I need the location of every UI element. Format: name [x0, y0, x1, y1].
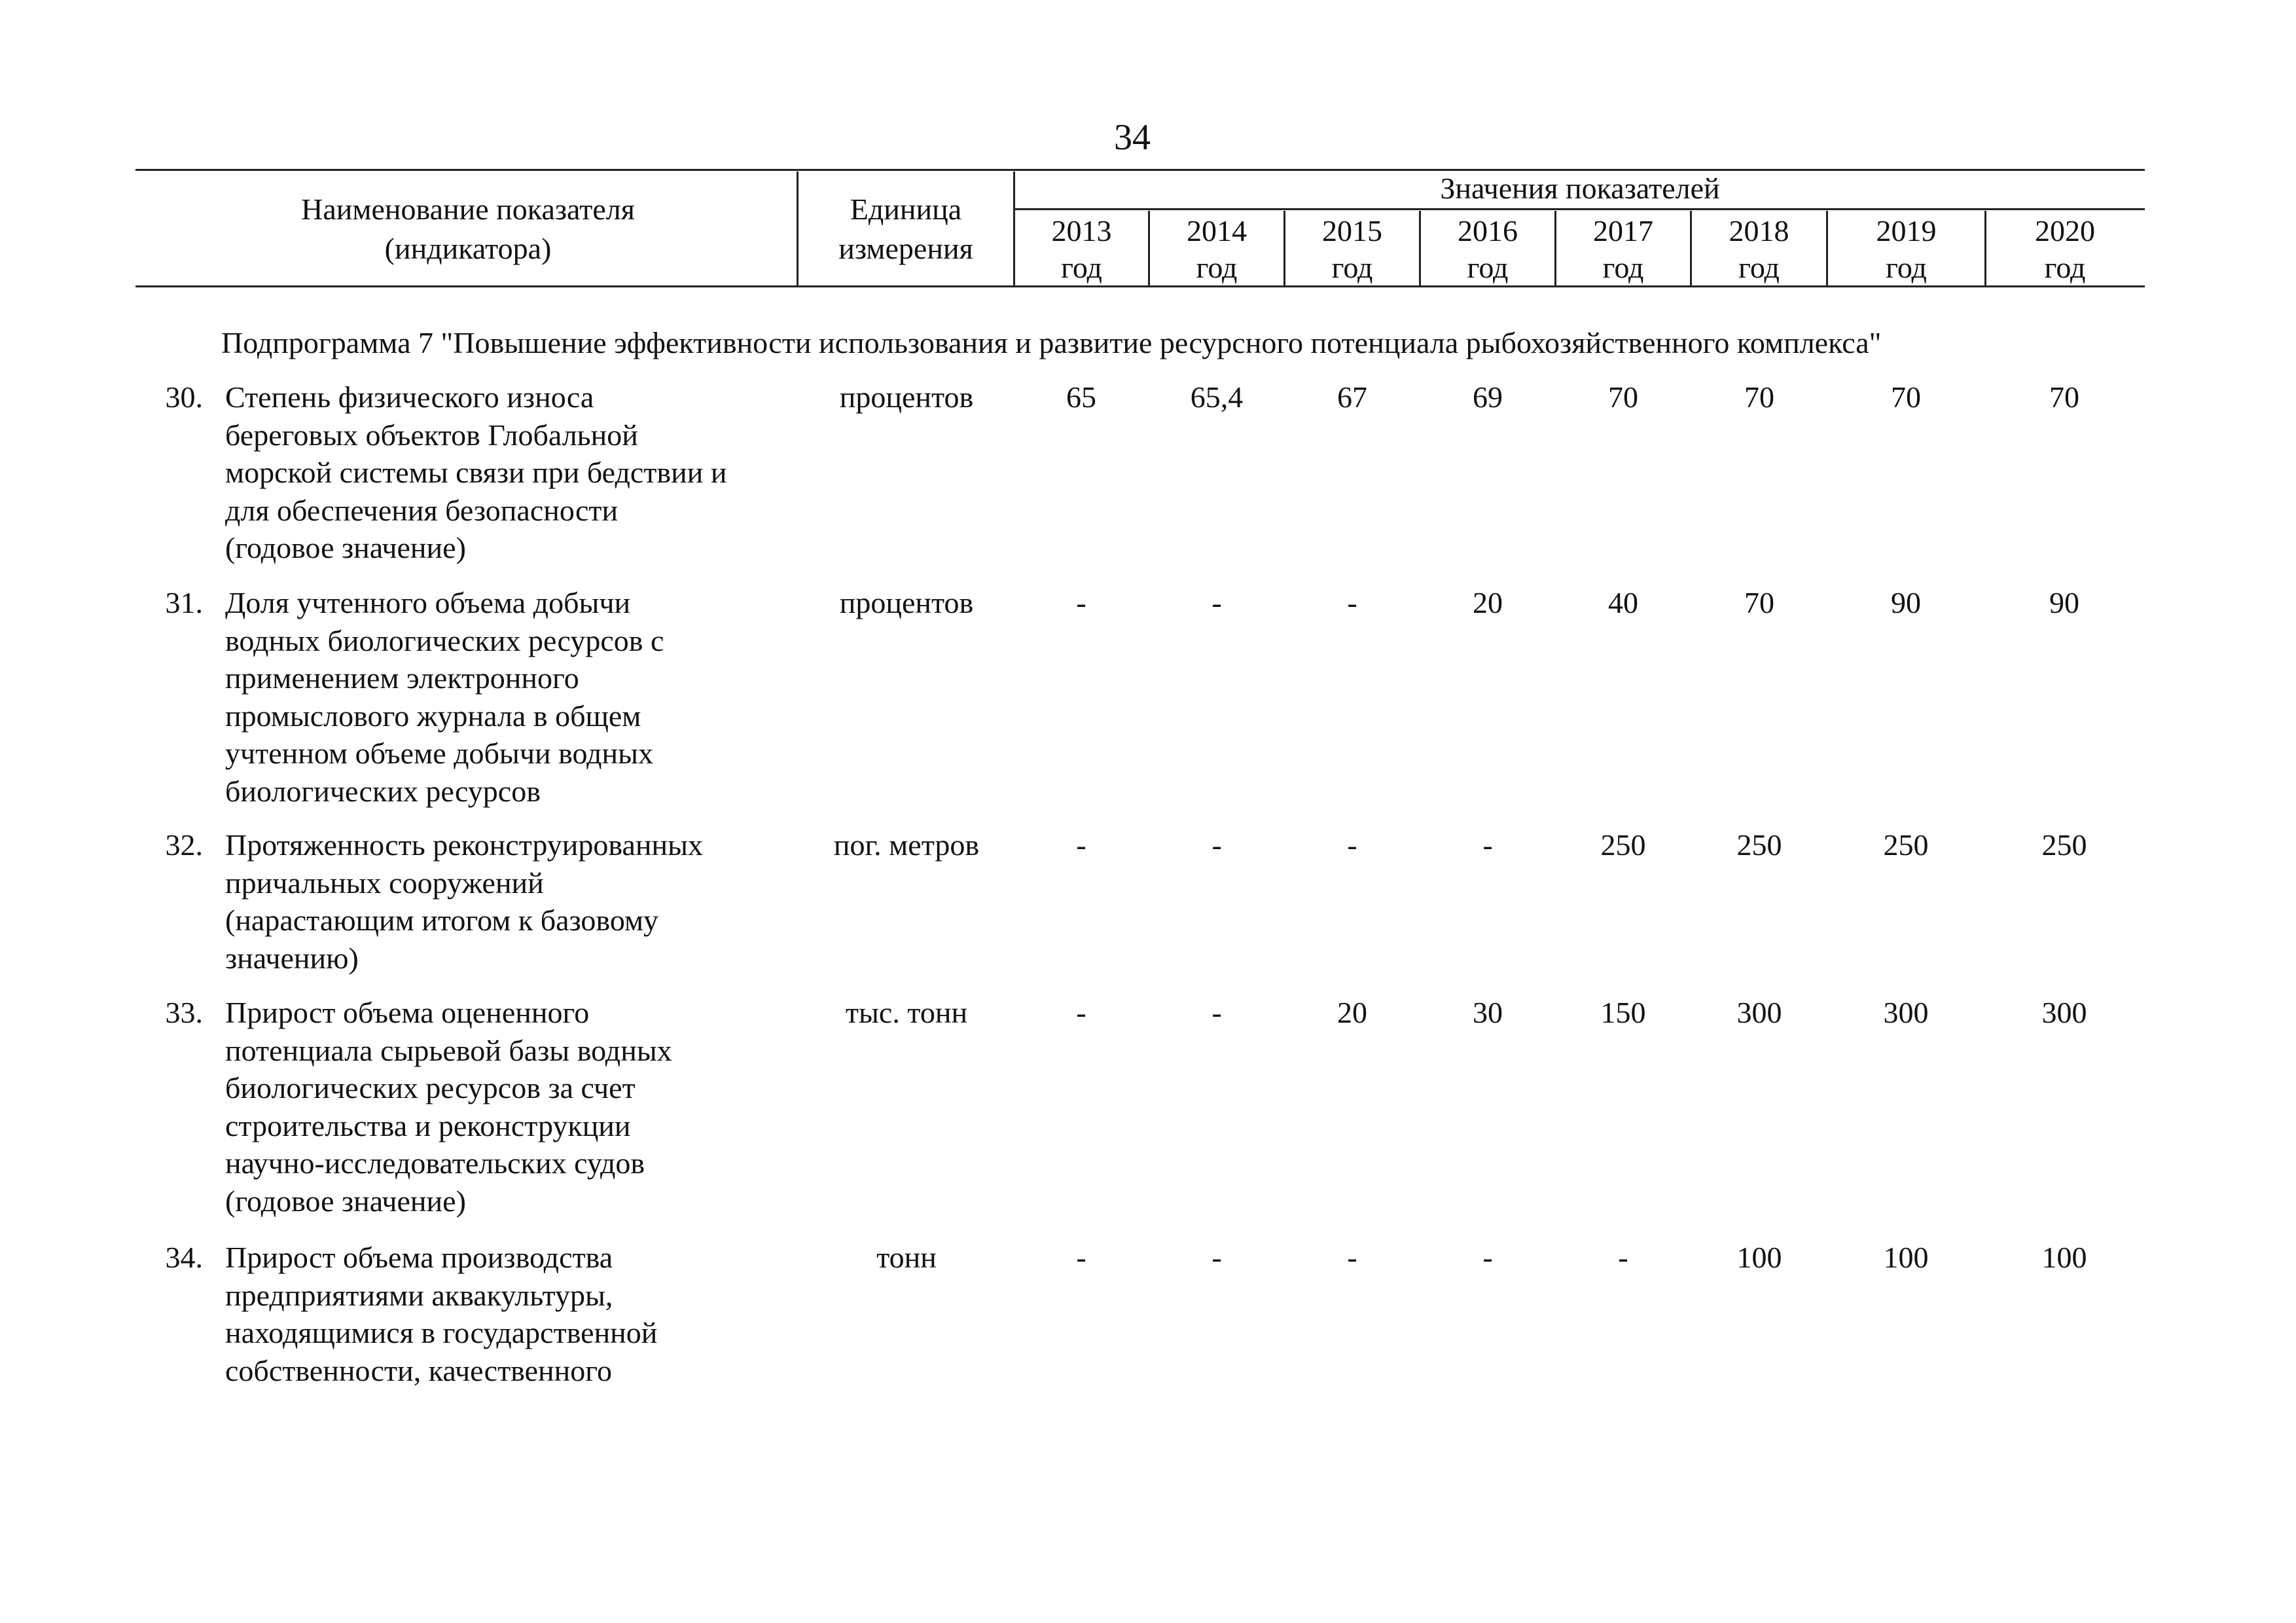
- row-value-2016: 30: [1473, 996, 1503, 1029]
- header-year-2015: 2015: [1322, 214, 1382, 247]
- header-year-2013-suffix: год: [1061, 251, 1102, 284]
- header-year-2017: 2017: [1593, 214, 1653, 247]
- row-unit: процентов: [839, 586, 974, 619]
- row-value-2014: 65,4: [1190, 380, 1244, 414]
- row-indicator-name: Протяженность реконструированных причальных сооружений (нарастающим итогом к базовому значению): [225, 828, 704, 975]
- header-year-2019: 2019: [1876, 214, 1937, 247]
- row-value-2016: 69: [1473, 380, 1503, 414]
- row-value-2020: 90: [2049, 586, 2079, 619]
- header-year-2018-suffix: год: [1738, 251, 1780, 284]
- row-value-2020: 250: [2041, 828, 2087, 862]
- header-year-2019-suffix: год: [1886, 251, 1927, 284]
- row-value-2013: -: [1076, 586, 1086, 619]
- row-value-2015: -: [1347, 828, 1357, 862]
- header-year-2020: 2020: [2035, 214, 2095, 247]
- row-unit: процентов: [839, 380, 974, 414]
- row-value-2018: 70: [1744, 380, 1774, 414]
- row-unit: пог. метров: [833, 828, 980, 862]
- header-year-2018: 2018: [1729, 214, 1789, 247]
- row-unit: тонн: [876, 1241, 937, 1274]
- header-year-2013: 2013: [1051, 214, 1112, 247]
- header-values-title: Значения показателей: [1440, 172, 1720, 205]
- values-title-rule: [1013, 208, 2145, 210]
- row-value-2018: 100: [1736, 1241, 1782, 1274]
- row-number: 30.: [165, 380, 203, 414]
- row-value-2019: 100: [1883, 1241, 1929, 1274]
- row-value-2020: 300: [2041, 996, 2087, 1029]
- row-value-2019: 300: [1883, 996, 1929, 1029]
- row-value-2016: -: [1482, 828, 1493, 862]
- row-value-2017: 250: [1600, 828, 1646, 862]
- row-value-2013: -: [1076, 1241, 1086, 1274]
- header-year-2016-suffix: год: [1467, 251, 1509, 284]
- row-number: 33.: [165, 996, 203, 1029]
- row-value-2015: -: [1347, 1241, 1357, 1274]
- row-value-2013: -: [1076, 828, 1086, 862]
- row-value-2018: 300: [1736, 996, 1782, 1029]
- header-year-2014: 2014: [1187, 214, 1247, 247]
- page-number: 34: [1114, 117, 1151, 158]
- row-value-2018: 70: [1744, 586, 1774, 619]
- row-value-2016: -: [1482, 1241, 1493, 1274]
- subprogram-title: Подпрограмма 7 "Повышение эффективности использования и развитие ресурсного потенциала рыбохозяйственного комплекса": [221, 326, 1882, 359]
- header-year-2020-suffix: год: [2044, 251, 2086, 284]
- header-unit: Единица измерения: [838, 192, 973, 265]
- row-value-2018: 250: [1736, 828, 1782, 862]
- row-unit: тыс. тонн: [845, 996, 968, 1029]
- row-value-2017: 70: [1608, 380, 1638, 414]
- row-value-2014: -: [1211, 996, 1222, 1029]
- row-indicator-name: Прирост объема производства предприятиями аквакультуры, находящимися в государственной собственности, качественного: [225, 1241, 658, 1387]
- row-value-2014: -: [1211, 586, 1222, 619]
- row-indicator-name: Доля учтенного объема добычи водных биологических ресурсов с применением электронного промыслового журнала в общем учтенном объеме добычи водных биологических ресурсов: [225, 586, 664, 808]
- header-year-2014-suffix: год: [1196, 251, 1238, 284]
- row-number: 31.: [165, 586, 203, 619]
- row-value-2019: 70: [1891, 380, 1921, 414]
- row-value-2015: 20: [1337, 996, 1367, 1029]
- row-value-2019: 90: [1891, 586, 1921, 619]
- row-indicator-name: Прирост объема оцененного потенциала сырьевой базы водных биологических ресурсов за счет строительства и реконструкции научно-исследовательских судов (годовое значение): [225, 996, 672, 1218]
- row-indicator-name: Степень физического износа береговых объектов Глобальной морской системы связи при бедствии и для обеспечения безопасности (годовое значение): [225, 380, 727, 564]
- row-value-2020: 100: [2041, 1241, 2087, 1274]
- row-value-2016: 20: [1473, 586, 1503, 619]
- row-value-2014: -: [1211, 828, 1222, 862]
- row-value-2014: -: [1211, 1241, 1222, 1274]
- row-value-2015: 67: [1337, 380, 1367, 414]
- row-value-2017: 40: [1608, 586, 1638, 619]
- row-number: 32.: [165, 828, 203, 862]
- header-indicator-name: Наименование показателя (индикатора): [301, 192, 635, 265]
- row-value-2017: -: [1618, 1241, 1628, 1274]
- row-value-2015: -: [1347, 586, 1357, 619]
- row-value-2020: 70: [2049, 380, 2079, 414]
- row-value-2019: 250: [1883, 828, 1929, 862]
- row-value-2013: -: [1076, 996, 1086, 1029]
- row-value-2013: 65: [1066, 380, 1096, 414]
- header-year-2016: 2016: [1458, 214, 1518, 247]
- header-year-2015-suffix: год: [1331, 251, 1373, 284]
- header-year-2017-suffix: год: [1602, 251, 1644, 284]
- divider-name-unit: [797, 172, 798, 285]
- row-number: 34.: [165, 1241, 203, 1274]
- row-value-2017: 150: [1600, 996, 1646, 1029]
